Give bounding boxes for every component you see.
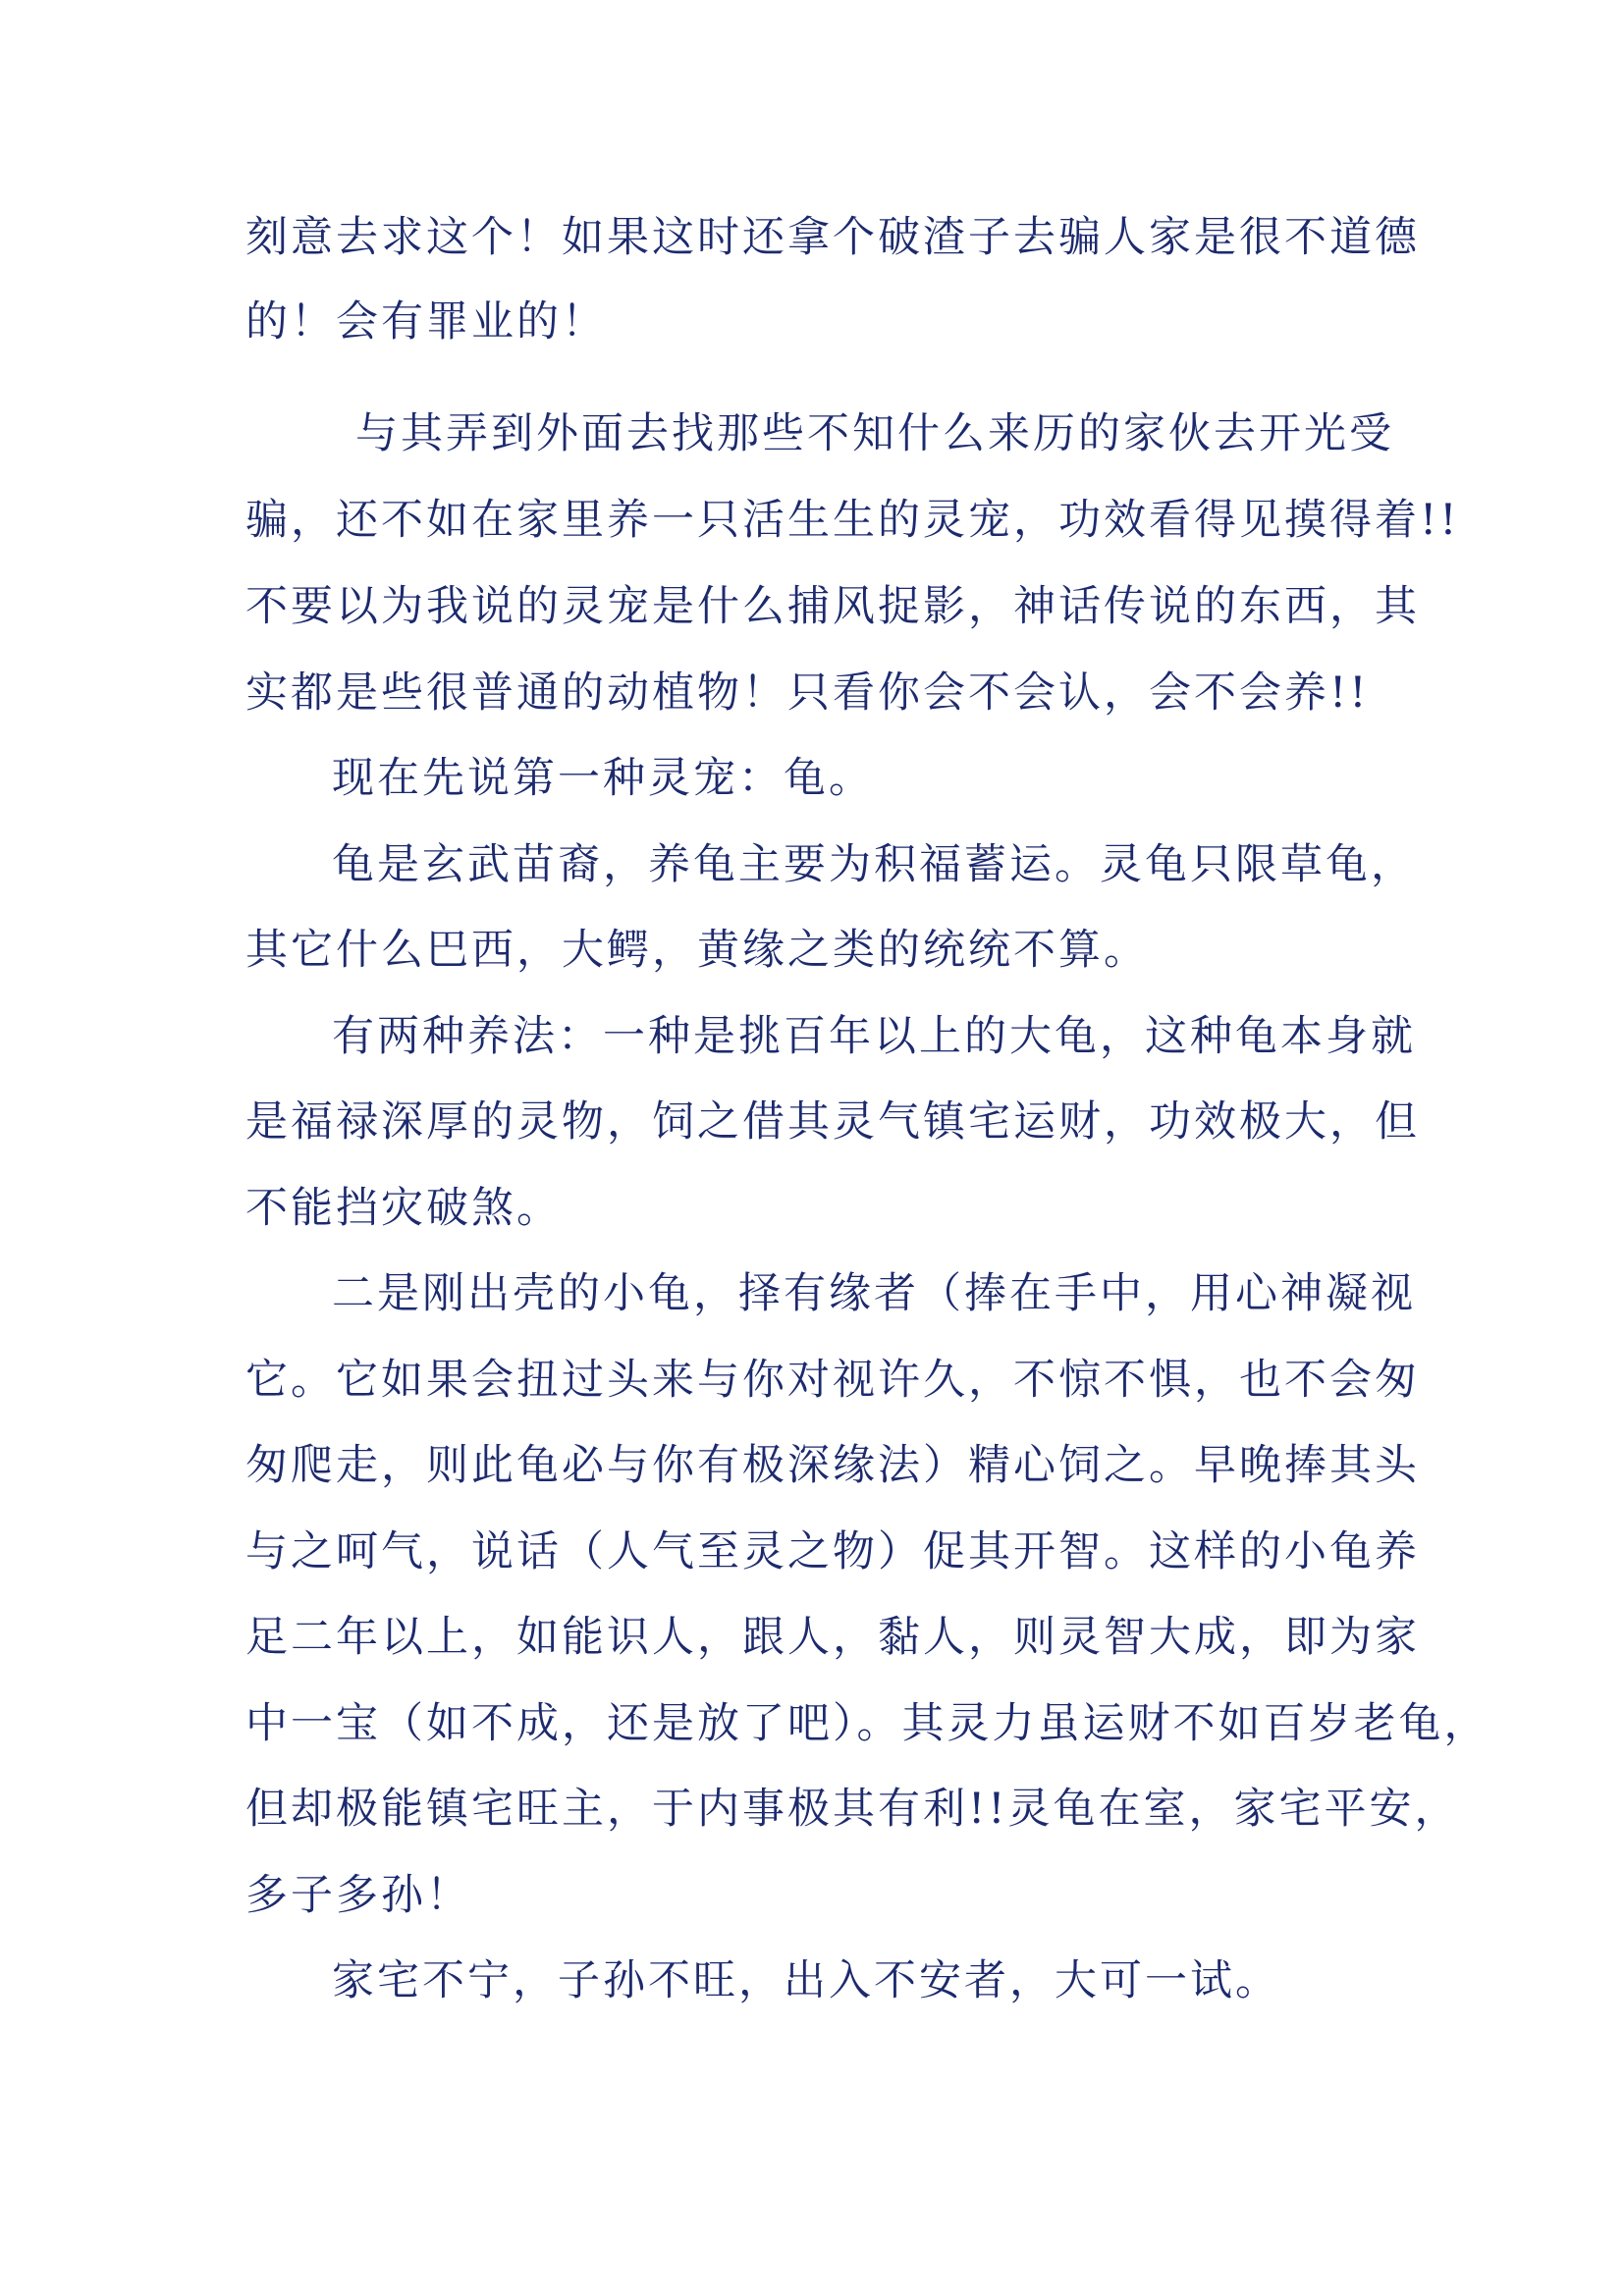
text-line-9: 其它什么巴西，大鳄，黄缘之类的统统不算。 <box>245 926 1149 975</box>
text-line-2: 的！会有罪业的！ <box>245 297 607 347</box>
text-line-8: 龟是玄武苗裔，养龟主要为积福蓄运。灵龟只限草龟， <box>332 840 1416 889</box>
text-line-15: 匆爬走，则此龟必与你有极深缘法）精心饲之。早晚捧其头 <box>245 1441 1420 1490</box>
text-line-5: 不要以为我说的灵宠是什么捕风捉影，神话传说的东西，其 <box>245 582 1420 631</box>
text-line-12: 不能挡灾破煞。 <box>245 1184 562 1233</box>
text-line-14: 它。它如果会扭过头来与你对视许久，不惊不惧，也不会匆 <box>245 1356 1420 1405</box>
text-line-19: 但却极能镇宅旺主，于内事极其有利!!灵龟在室，家宅平安， <box>245 1785 1460 1834</box>
text-line-1: 刻意去求这个！如果这时还拿个破渣子去骗人家是很不道德 <box>245 213 1420 262</box>
text-line-17: 足二年以上，如能识人，跟人，黏人，则灵智大成，即为家 <box>245 1613 1420 1662</box>
text-line-18: 中一宝（如不成，还是放了吧）。其灵力虽运财不如百岁老龟， <box>245 1699 1489 1748</box>
text-line-11: 是福禄深厚的灵物，饲之借其灵气镇宅运财，功效极大，但 <box>245 1097 1420 1147</box>
text-line-13: 二是刚出壳的小龟，择有缘者（捧在手中，用心神凝视 <box>332 1269 1416 1318</box>
text-line-7: 现在先说第一种灵宠：龟。 <box>332 754 874 803</box>
text-line-20: 多子多孙！ <box>245 1871 471 1920</box>
text-line-3: 与其弄到外面去找那些不知什么来历的家伙去开光受 <box>355 409 1394 458</box>
text-line-16: 与之呵气，说话（人气至灵之物）促其开智。这样的小龟养 <box>245 1527 1420 1576</box>
text-line-4: 骗，还不如在家里养一只活生生的灵宠，功效看得见摸得着!! <box>245 496 1460 545</box>
text-line-21: 家宅不宁，子孙不旺，出入不安者，大可一试。 <box>332 1956 1280 2005</box>
text-line-10: 有两种养法：一种是挑百年以上的大龟，这种龟本身就 <box>332 1012 1416 1061</box>
text-line-6: 实都是些很普通的动植物！只看你会不会认，会不会养!! <box>245 668 1370 718</box>
